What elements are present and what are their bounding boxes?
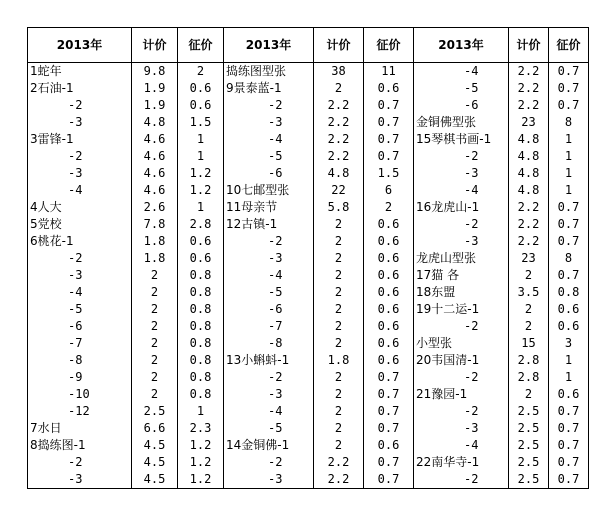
buy-price-cell: 0.7 [549,420,589,437]
list-price-cell: 5.8 [314,199,364,216]
stamp-name-cell: -3 [28,114,132,131]
list-price-cell: 2 [132,352,178,369]
stamp-name-cell: 12古镇-1 [224,216,314,233]
list-price-cell: 2.5 [132,403,178,420]
stamp-name-cell: -5 [28,301,132,318]
buy-price-cell: 8 [549,250,589,267]
list-price-cell: 1.9 [132,97,178,114]
list-price-cell: 2 [132,301,178,318]
stamp-name-cell: 15琴棋书画-1 [414,131,509,148]
buy-price-cell: 0.6 [364,437,414,454]
stamp-name-cell: -2 [28,454,132,471]
table-row [28,437,589,454]
buy-price-cell: 0.7 [549,454,589,471]
buy-price-cell: 1.2 [178,454,224,471]
buy-price-cell: 0.7 [364,454,414,471]
stamp-name-cell: -4 [414,182,509,199]
buy-price-cell: 1.2 [178,165,224,182]
list-price-cell: 4.8 [509,182,549,199]
stamp-name-cell: 18东盟 [414,284,509,301]
buy-price-cell: 0.7 [364,420,414,437]
list-price-cell: 2.2 [314,148,364,165]
header-year-3: 2013年 [414,28,509,63]
list-price-cell: 2 [314,250,364,267]
list-price-cell: 2.8 [509,352,549,369]
table-row [28,165,589,182]
list-price-cell: 2.2 [509,233,549,250]
stamp-name-cell: -3 [414,420,509,437]
list-price-cell: 4.8 [509,148,549,165]
header-row [28,28,589,63]
buy-price-cell: 1.2 [178,471,224,489]
buy-price-cell: 0.8 [178,335,224,352]
list-price-cell: 2 [132,318,178,335]
buy-price-cell: 0.8 [178,318,224,335]
stamp-name-cell: -3 [224,114,314,131]
stamp-name-cell: -5 [414,80,509,97]
stamp-name-cell: -3 [28,165,132,182]
buy-price-cell: 0.6 [364,80,414,97]
list-price-cell: 2.2 [509,80,549,97]
buy-price-cell: 0.7 [364,97,414,114]
list-price-cell: 1.8 [132,233,178,250]
buy-price-cell: 0.6 [364,233,414,250]
buy-price-cell: 0.8 [178,301,224,318]
buy-price-cell: 3 [549,335,589,352]
stamp-name-cell: -5 [224,420,314,437]
stamp-name-cell: -2 [224,233,314,250]
header-buy-price-2: 征价 [364,28,414,63]
stamp-name-cell: -2 [28,97,132,114]
table-row [28,420,589,437]
list-price-cell: 2.6 [132,199,178,216]
buy-price-cell: 0.8 [178,284,224,301]
list-price-cell: 2.5 [509,454,549,471]
stamp-name-cell: -3 [224,471,314,489]
list-price-cell: 2.5 [509,471,549,489]
buy-price-cell: 1 [549,182,589,199]
list-price-cell: 2 [314,80,364,97]
list-price-cell: 2.2 [314,131,364,148]
buy-price-cell: 6 [364,182,414,199]
stamp-name-cell: 13小蝌蚪-1 [224,352,314,369]
list-price-cell: 2 [509,318,549,335]
stamp-name-cell: -2 [414,471,509,489]
buy-price-cell: 1 [549,148,589,165]
stamp-name-cell: -2 [224,97,314,114]
list-price-cell: 4.8 [314,165,364,182]
list-price-cell: 2 [132,369,178,386]
stamp-name-cell: -3 [28,267,132,284]
table-row [28,352,589,369]
header-buy-price-3: 征价 [549,28,589,63]
list-price-cell: 1.9 [132,80,178,97]
buy-price-cell: 1 [549,369,589,386]
buy-price-cell: 1 [178,403,224,420]
buy-price-cell: 0.7 [364,131,414,148]
table-row [28,148,589,165]
list-price-cell: 4.5 [132,471,178,489]
stamp-name-cell: 21豫园-1 [414,386,509,403]
list-price-cell: 4.8 [132,114,178,131]
buy-price-cell: 0.8 [178,386,224,403]
stamp-name-cell: -4 [28,182,132,199]
list-price-cell: 2 [314,301,364,318]
list-price-cell: 2 [314,233,364,250]
stamp-name-cell: 3雷锋-1 [28,131,132,148]
stamp-name-cell: -2 [414,369,509,386]
list-price-cell: 2 [314,386,364,403]
table-row [28,301,589,318]
buy-price-cell: 0.6 [549,386,589,403]
stamp-name-cell: 1蛇年 [28,63,132,81]
stamp-name-cell: 14金铜佛-1 [224,437,314,454]
list-price-cell: 2.2 [314,471,364,489]
buy-price-cell: 0.7 [364,471,414,489]
stamp-name-cell: -7 [224,318,314,335]
list-price-cell: 2.5 [509,437,549,454]
stamp-name-cell: -4 [414,63,509,81]
buy-price-cell: 2 [364,199,414,216]
table-row [28,80,589,97]
stamp-name-cell: -3 [414,233,509,250]
table-row [28,216,589,233]
stamp-name-cell: 9景泰蓝-1 [224,80,314,97]
buy-price-cell: 2.8 [178,216,224,233]
stamp-name-cell: 17猫 各 [414,267,509,284]
list-price-cell: 2 [314,284,364,301]
buy-price-cell: 1 [178,148,224,165]
stamp-name-cell: 19十二运-1 [414,301,509,318]
stamp-name-cell: -2 [28,148,132,165]
stamp-name-cell: 16龙虎山-1 [414,199,509,216]
buy-price-cell: 8 [549,114,589,131]
stamp-name-cell: -5 [224,148,314,165]
list-price-cell: 4.8 [509,165,549,182]
stamp-name-cell: -6 [28,318,132,335]
header-list-price-1: 计价 [132,28,178,63]
list-price-cell: 1.8 [132,250,178,267]
list-price-cell: 4.6 [132,165,178,182]
list-price-cell: 2.2 [509,216,549,233]
stamp-name-cell: -3 [224,250,314,267]
stamp-name-cell: -2 [414,216,509,233]
list-price-cell: 2.5 [509,420,549,437]
buy-price-cell: 0.6 [549,301,589,318]
stamp-name-cell: -2 [224,369,314,386]
stamp-name-cell: -2 [224,454,314,471]
list-price-cell: 4.5 [132,437,178,454]
list-price-cell: 38 [314,63,364,81]
list-price-cell: 3.5 [509,284,549,301]
table-row [28,471,589,489]
stamp-name-cell: -3 [28,471,132,489]
stamp-name-cell: 20韦国清-1 [414,352,509,369]
header-buy-price-1: 征价 [178,28,224,63]
stamp-name-cell: -6 [414,97,509,114]
stamp-name-cell: 捣练图型张 [224,63,314,81]
list-price-cell: 2 [314,369,364,386]
stamp-name-cell: 金铜佛型张 [414,114,509,131]
buy-price-cell: 0.6 [178,80,224,97]
buy-price-cell: 0.6 [178,233,224,250]
list-price-cell: 2 [314,335,364,352]
list-price-cell: 2.2 [509,63,549,81]
buy-price-cell: 0.6 [364,335,414,352]
stamp-name-cell: -3 [224,386,314,403]
list-price-cell: 4.6 [132,131,178,148]
stamp-name-cell: -4 [224,403,314,420]
stamp-name-cell: -2 [414,403,509,420]
buy-price-cell: 1.2 [178,437,224,454]
list-price-cell: 2.5 [509,403,549,420]
stamp-name-cell: -4 [224,131,314,148]
stamp-name-cell: 龙虎山型张 [414,250,509,267]
list-price-cell: 2 [132,386,178,403]
buy-price-cell: 0.7 [549,216,589,233]
buy-price-cell: 0.6 [178,250,224,267]
buy-price-cell: 1 [549,165,589,182]
stamp-name-cell: -6 [224,165,314,182]
stamp-name-cell: 22南华寺-1 [414,454,509,471]
stamp-name-cell: 5党校 [28,216,132,233]
buy-price-cell: 0.7 [549,199,589,216]
stamp-name-cell: -8 [224,335,314,352]
stamp-name-cell: 4人大 [28,199,132,216]
stamp-name-cell: -2 [414,148,509,165]
header-list-price-3: 计价 [509,28,549,63]
buy-price-cell: 1.2 [178,182,224,199]
buy-price-cell: 0.6 [364,284,414,301]
stamp-price-table [27,27,589,489]
buy-price-cell: 0.7 [549,267,589,284]
buy-price-cell: 2 [178,63,224,81]
list-price-cell: 2.8 [509,369,549,386]
list-price-cell: 1.8 [314,352,364,369]
buy-price-cell: 0.7 [364,386,414,403]
buy-price-cell: 1 [549,131,589,148]
stamp-name-cell: -7 [28,335,132,352]
list-price-cell: 22 [314,182,364,199]
stamp-name-cell: -2 [28,250,132,267]
buy-price-cell: 0.7 [364,114,414,131]
table-row [28,250,589,267]
table-row [28,199,589,216]
stamp-name-cell: 8捣练图-1 [28,437,132,454]
list-price-cell: 2 [509,301,549,318]
buy-price-cell: 0.7 [364,369,414,386]
stamp-name-cell: 11母亲节 [224,199,314,216]
buy-price-cell: 0.7 [549,80,589,97]
list-price-cell: 2 [132,335,178,352]
list-price-cell: 2 [314,420,364,437]
table-row [28,131,589,148]
buy-price-cell: 1.5 [178,114,224,131]
list-price-cell: 2.2 [314,114,364,131]
table-row [28,369,589,386]
table-row [28,284,589,301]
table-row [28,403,589,420]
list-price-cell: 6.6 [132,420,178,437]
list-price-cell: 2 [314,267,364,284]
list-price-cell: 4.6 [132,182,178,199]
list-price-cell: 2 [314,437,364,454]
list-price-cell: 2.2 [314,454,364,471]
list-price-cell: 2 [314,318,364,335]
table-row [28,182,589,199]
stamp-name-cell: 2石油-1 [28,80,132,97]
stamp-name-cell: -6 [224,301,314,318]
buy-price-cell: 0.6 [364,301,414,318]
stamp-name-cell: -9 [28,369,132,386]
buy-price-cell: 0.7 [549,63,589,81]
stamp-name-cell: 10七邮型张 [224,182,314,199]
list-price-cell: 15 [509,335,549,352]
list-price-cell: 2 [314,216,364,233]
table-row [28,318,589,335]
header-year-1: 2013年 [28,28,132,63]
buy-price-cell: 0.6 [178,97,224,114]
list-price-cell: 4.5 [132,454,178,471]
stamp-name-cell: -3 [414,165,509,182]
stamp-name-cell: -8 [28,352,132,369]
buy-price-cell: 0.7 [364,403,414,420]
buy-price-cell: 11 [364,63,414,81]
list-price-cell: 4.6 [132,148,178,165]
stamp-name-cell: -4 [414,437,509,454]
stamp-name-cell: -10 [28,386,132,403]
buy-price-cell: 0.8 [178,369,224,386]
table-row [28,454,589,471]
stamp-name-cell: -4 [224,267,314,284]
list-price-cell: 2 [509,267,549,284]
stamp-name-cell: -5 [224,284,314,301]
buy-price-cell: 0.6 [364,352,414,369]
buy-price-cell: 2.3 [178,420,224,437]
buy-price-cell: 0.7 [549,97,589,114]
table-row [28,233,589,250]
list-price-cell: 2 [314,403,364,420]
list-price-cell: 2.2 [509,199,549,216]
buy-price-cell: 0.7 [549,471,589,489]
buy-price-cell: 1 [549,352,589,369]
table-row [28,267,589,284]
buy-price-cell: 0.8 [178,352,224,369]
buy-price-cell: 0.7 [549,403,589,420]
table-row [28,335,589,352]
list-price-cell: 23 [509,250,549,267]
table-row [28,63,589,81]
table-row [28,97,589,114]
buy-price-cell: 0.6 [549,318,589,335]
list-price-cell: 7.8 [132,216,178,233]
stamp-name-cell: 7水日 [28,420,132,437]
stamp-name-cell: -12 [28,403,132,420]
list-price-cell: 23 [509,114,549,131]
buy-price-cell: 1 [178,199,224,216]
header-year-2: 2013年 [224,28,314,63]
list-price-cell: 4.8 [509,131,549,148]
buy-price-cell: 0.6 [364,216,414,233]
buy-price-cell: 0.6 [364,250,414,267]
buy-price-cell: 0.7 [364,148,414,165]
buy-price-cell: 1 [178,131,224,148]
table-row [28,114,589,131]
buy-price-cell: 1.5 [364,165,414,182]
buy-price-cell: 0.7 [549,437,589,454]
buy-price-cell: 0.8 [178,267,224,284]
buy-price-cell: 0.6 [364,318,414,335]
list-price-cell: 2 [132,284,178,301]
list-price-cell: 2 [132,267,178,284]
stamp-name-cell: -4 [28,284,132,301]
buy-price-cell: 0.6 [364,267,414,284]
buy-price-cell: 0.8 [549,284,589,301]
stamp-name-cell: 小型张 [414,335,509,352]
list-price-cell: 2 [509,386,549,403]
list-price-cell: 9.8 [132,63,178,81]
list-price-cell: 2.2 [314,97,364,114]
stamp-name-cell: -2 [414,318,509,335]
header-list-price-2: 计价 [314,28,364,63]
buy-price-cell: 0.7 [549,233,589,250]
stamp-name-cell: 6桃花-1 [28,233,132,250]
table-row [28,386,589,403]
list-price-cell: 2.2 [509,97,549,114]
